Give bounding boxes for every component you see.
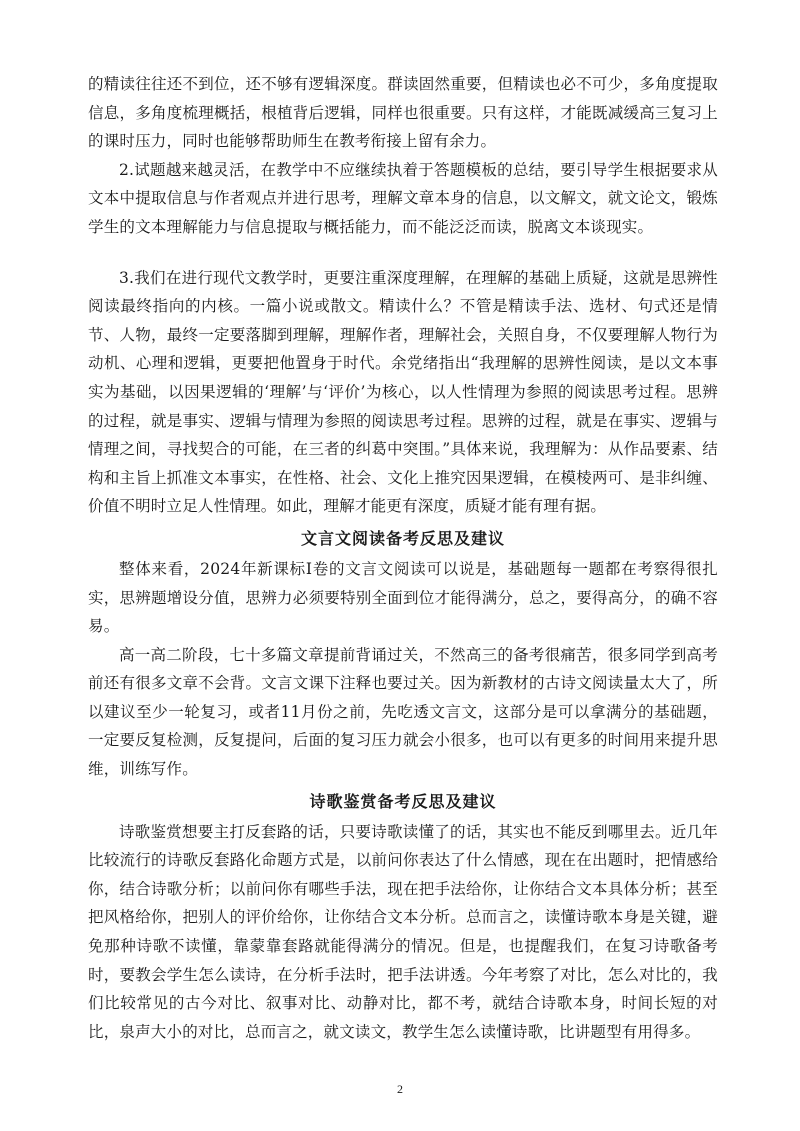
- document-body: [88, 70, 718, 1046]
- paragraph-point-2: 2.试题越来越灵活，在教学中不应继续执着于答题模板的总结，要引导学生根据要求从文本中提取信息与作者观点并进行思考，理解文章本身的信息，以文解文，就文论文，锻炼学生的文本理解能力与信息提取与概括能力，而不能泛泛而读，脱离文本谈现实。: [88, 160, 718, 236]
- paragraph-classical-advice: 高一高二阶段，七十多篇文章提前背诵过关，不然高三的备考很痛苦，很多同学到高考前还有很多文章不会背。文言文课下注释也要过关。因为新教材的古诗文阅读量太大了，所以建议至少一轮复习，或者11月份之前，先吃透文言文，这部分是可以拿满分的基础题，一定要反复检测，反复提问，后面的复习压力就会小很多，也可以有更多的时间用来提升思维，训练写作。: [88, 645, 718, 779]
- heading-poetry-appreciation: 诗歌鉴赏备考反思及建议: [309, 791, 497, 811]
- paragraph-point-3: 3.我们在进行现代文教学时，更要注重深度理解，在理解的基础上质疑，这就是思辨性阅读最终指向的内核。一篇小说或散文。精读什么？不管是精读手法、选材、句式还是情节、人物，最终一定要落脚到理解，理解作者，理解社会，关照自身，不仅要理解人物行为动机、心理和逻辑，更要把他置身于时代。余党绪指出“我理解的思辨性阅读，是以文本事实为基础，以因果逻辑的‘理解’与‘评价’为核心，以人性情理为参照的阅读思考过程。思辨的过程，就是事实、逻辑与情理为参照的阅读思考过程。思辨的过程，就是在事实、逻辑与情理之间，寻找契合的可能，在三者的纠葛中突围。”具体来说，我理解为：从作品要素、结构和主旨上抓准文本事实，在性格、社会、文化上推究因果逻辑，在模棱两可、是非纠缠、价值不明时立足人性情理。如此，理解才能更有深度，质疑才能有理有据。: [88, 268, 718, 516]
- paragraph-poetry-advice: 诗歌鉴赏想要主打反套路的话，只要诗歌读懂了的话，其实也不能反到哪里去。近几年比较流行的诗歌反套路化命题方式是，以前问你表达了什么情感，现在在出题时，把情感给你，结合诗歌分析；以前问你有哪些手法，现在把手法给你，让你结合文本具体分析；甚至把风格给你，把别人的评价给你，让你结合文本分析。总而言之，读懂诗歌本身是关键，避免那种诗歌不读懂，靠蒙靠套路就能得满分的情况。但是，也提醒我们，在复习诗歌备考时，要教会学生怎么读诗，在分析手法时，把手法讲透。今年考察了对比，怎么对比的，我们比较常见的古今对比、叙事对比、动静对比，都不考，就结合诗歌本身，时间长短的对比，泉声大小的对比，总而言之，就文读文，教学生怎么读懂诗歌，比讲题型有用得多。: [88, 822, 718, 1041]
- heading-classical-chinese: 文言文阅读备考反思及建议: [300, 528, 505, 548]
- paragraph-gap: [88, 242, 718, 264]
- paragraph-classical-overview: 整体来看，2024年新课标Ⅰ卷的文言文阅读可以说是，基础题每一题都在考察得很扎实，思辨题增设分值，思辨力必须要特别全面到位才能得满分，总之，要得高分，的确不容易。: [88, 559, 718, 636]
- page-number: 2: [397, 1082, 403, 1096]
- paragraph-continuation: 的精读往往还不到位，还不够有逻辑深度。群读固然重要，但精读也必不可少，多角度提取信息，多角度梳理概括，根植背后逻辑，同样也很重要。只有这样，才能既减缓高三复习上的课时压力，同时也能够帮助师生在教考衔接上留有余力。: [88, 75, 718, 151]
